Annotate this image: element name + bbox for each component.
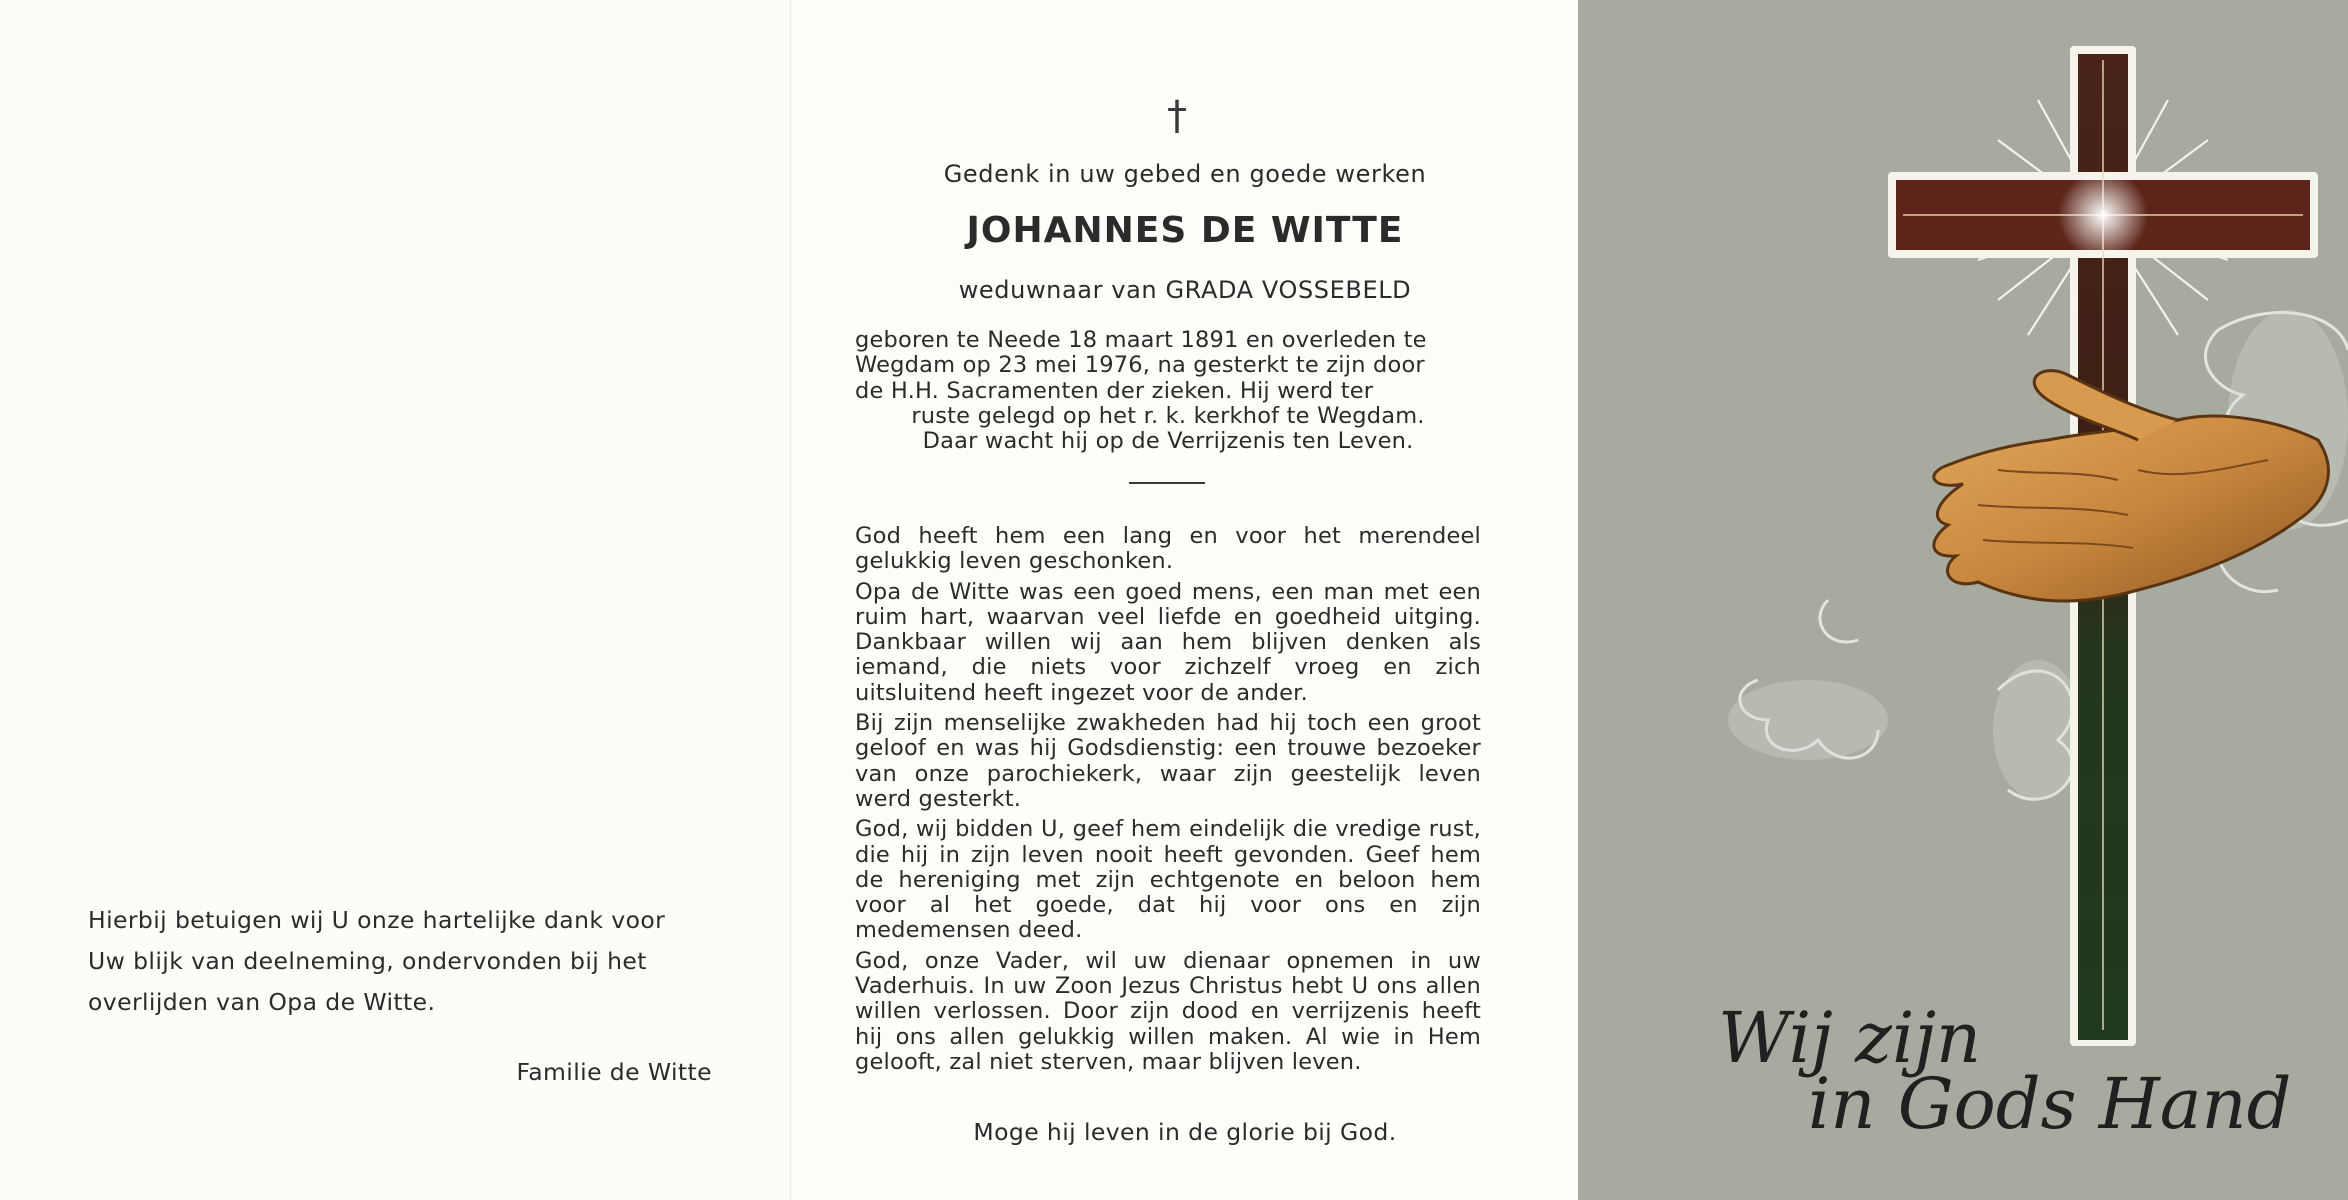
motto-line: in Gods Hand	[1808, 1063, 2292, 1145]
bio-line: geboren te Neede 18 maart 1891 en overleden te	[855, 327, 1427, 353]
memorial-paragraph: God heeft hem een lang en voor het merendeel gelukkig leven geschonken.	[855, 523, 1481, 575]
remember-heading: Gedenk in uw gebed en goede werken	[943, 160, 1427, 188]
cross-icon: †	[1167, 93, 1187, 139]
thanks-line: overlijden van Opa de Witte.	[88, 988, 436, 1016]
left-panel	[0, 0, 790, 1200]
closing-line: Moge hij leven in de glorie bij God.	[973, 1118, 1397, 1146]
thanks-text	[88, 900, 718, 1023]
middle-panel	[790, 0, 1579, 1200]
thanks-line: Hierbij betuigen wij U onze hartelijke dank voor	[88, 906, 666, 934]
motto-line: Wij zijn	[1718, 997, 1982, 1079]
bio-line: de H.H. Sacramenten der zieken. Hij werd ter	[855, 377, 1374, 404]
deceased-name: JOHANNES DE WITTE	[966, 210, 1404, 251]
bio-line: Daar wacht hij op de Verrijzenis ten Leven.	[922, 428, 1414, 455]
widower-line: weduwnaar van GRADA VOSSEBELD	[958, 276, 1412, 304]
memorial-paragraph: God, onze Vader, wil uw dienaar opnemen in uw Vaderhuis. In uw Zoon Jezus Christus hebt U ons allen willen verlossen. Door zijn dood en verrijzenis heeft hij ons allen gelukkig willen maken. Al wie in Hem gelooft, zal niet sterven, maar blijven leven.	[855, 947, 1481, 1075]
biography	[855, 328, 1481, 454]
memorial-text	[855, 524, 1481, 1080]
divider-rule	[1129, 482, 1205, 484]
memorial-paragraph: God, wij bidden U, geef hem eindelijk die vredige rust, die hij in zijn leven nooit heeft gevonden. Geef hem de hereniging met zijn echtgenote en beloon hem voor al het goede, dat hij voor ons en zijn medemensen deed.	[855, 816, 1481, 944]
memorial-paragraph: Opa de Witte was een goed mens, een man met een ruim hart, waarvan veel liefde en goedheid uitging. Dankbaar willen wij aan hem blijven denken als iemand, die niets voor zichzelf vroeg en zich uitsluitend heeft ingezet voor de ander.	[855, 578, 1481, 706]
memorial-paragraph: Bij zijn menselijke zwakheden had hij toch een groot geloof en was hij Godsdienstig: een trouwe bezoeker van onze parochiekerk, waar zijn geestelijk leven werd gesterkt.	[855, 710, 1481, 812]
motto-text	[1718, 997, 2318, 1145]
cover-illustration	[1578, 0, 2348, 1200]
bio-line: ruste gelegd op het r. k. kerkhof te Wegdam.	[911, 402, 1425, 429]
thanks-line: Uw blijk van deelneming, ondervonden bij het	[88, 947, 647, 975]
family-signature: Familie de Witte	[516, 1058, 712, 1086]
bio-line: Wegdam op 23 mei 1976, na gesterkt te zijn door	[855, 352, 1425, 379]
